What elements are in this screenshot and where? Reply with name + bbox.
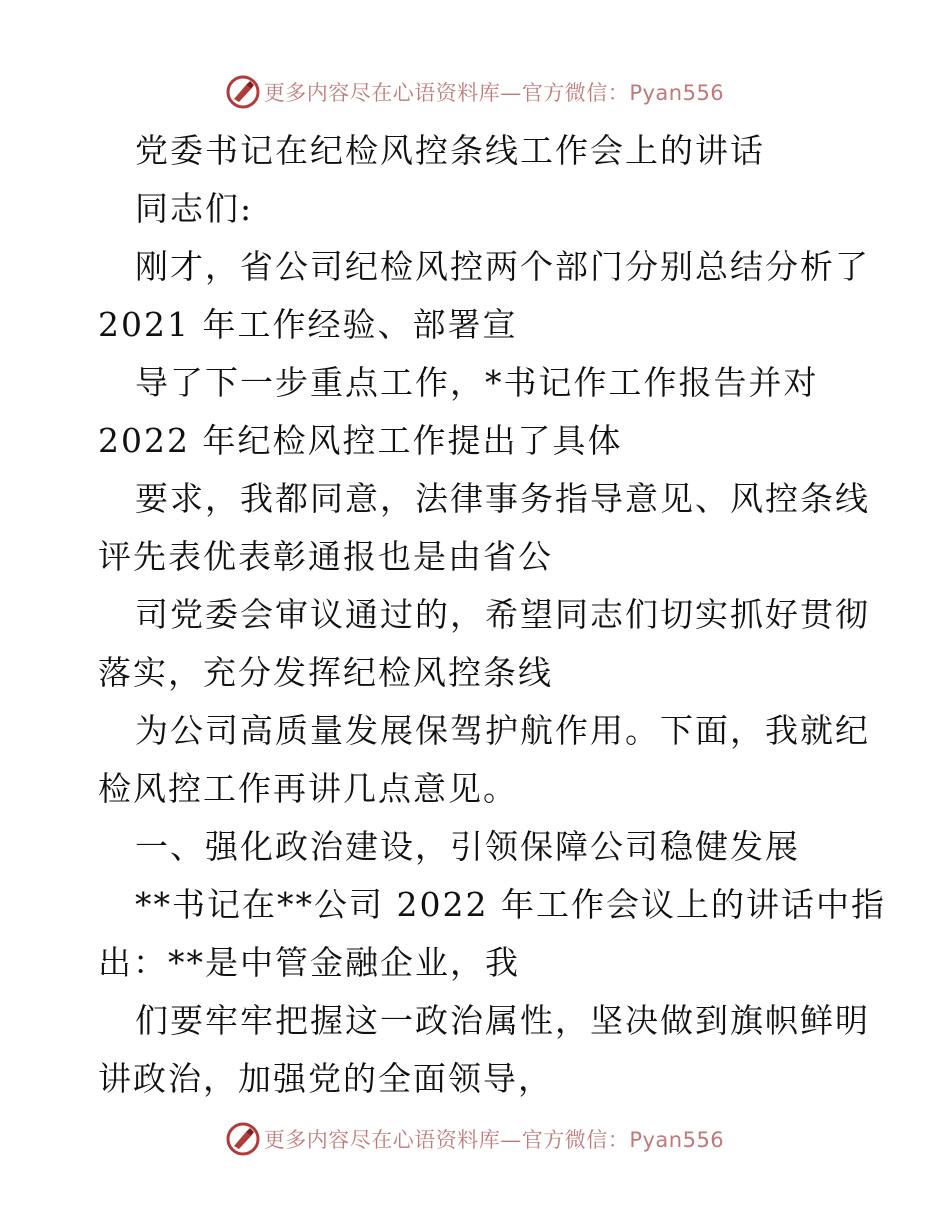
watermark-text: 更多内容尽在心语资料库—官方微信：Pyan556 (263, 1128, 725, 1152)
footer-watermark (0, 1119, 950, 1159)
salutation: 同志们: (135, 189, 254, 228)
paragraph-7: 们要牢牢把握这一政治属性，坚决做到旗帜鲜明 讲政治，加强党的全面领导， (98, 1001, 870, 1098)
brand-logo-icon (226, 75, 260, 109)
paragraph-6: **书记在**公司 2022 年工作会议上的讲话中指 出：**是中管金融企业，我 (98, 885, 886, 982)
paragraph-4: 司党委会审议通过的，希望同志们切实抓好贯彻 落实，充分发挥纪检风控条线 (98, 595, 870, 692)
paragraph-2: 导了下一步重点工作，*书记作工作报告并对 2022 年纪检风控工作提出了具体 (98, 363, 819, 460)
document-title: 党委书记在纪检风控条线工作会上的讲话 (135, 131, 765, 170)
paragraph-5: 为公司高质量发展保驾护航作用。下面，我就纪 检风控工作再讲几点意见。 (98, 711, 870, 808)
document-body (98, 122, 886, 1108)
brand-logo-icon (226, 1122, 260, 1156)
watermark-text: 更多内容尽在心语资料库—官方微信：Pyan556 (263, 81, 725, 105)
section-heading-1: 一、强化政治建设，引领保障公司稳健发展 (135, 827, 800, 866)
paragraph-3: 要求，我都同意，法律事务指导意见、风控条线 评先表优表彰通报也是由省公 (98, 479, 870, 576)
header-watermark (0, 72, 950, 112)
paragraph-1: 刚才，省公司纪检风控两个部门分别总结分析了 2021 年工作经验、部署宣 (98, 247, 870, 344)
